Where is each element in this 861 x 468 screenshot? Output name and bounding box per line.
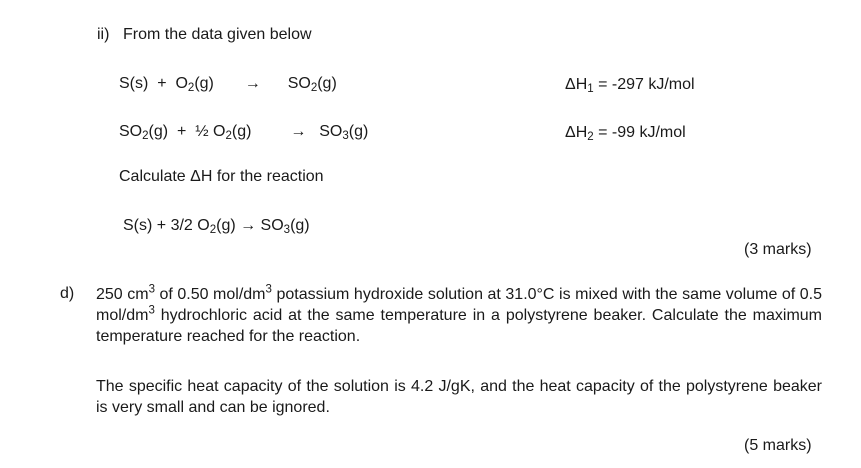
reaction-arrow-icon: → — [244, 75, 261, 92]
target-reaction: S(s) + 3/2 $O_2(g) \to SO_3(g)$ — [123, 217, 310, 236]
enthalpy-1: $\Delta H_1 = -297$ kJ/mol — [565, 76, 695, 95]
marks-d: (5 marks) — [744, 437, 812, 454]
question-label-d: d) — [60, 285, 75, 302]
question-d-text: 250 $cm^3$ of 0.50 mol/$dm^3$ potassium hydroxide solution at 31.0°C is mixed with the same volume of 0.5 mol/$dm^3$ hydrochloric acid at the same temperature in a polystyrene beaker. Calculate the maximum temperature reached for the reaction. — [96, 283, 822, 345]
calculate-instruction: Calculate ΔH for the reaction — [119, 168, 324, 185]
question-d-note: The specific heat capacity of the solution is 4.2 J/gK, and the heat capacity of the polystyrene beaker is very small and can be ignored. — [96, 378, 822, 416]
equation-2: $SO_2(g)$ + ½ $O_2(g) \to SO_3(g)$ — [119, 123, 369, 142]
enthalpy-2: $\Delta H_2 = -99$ kJ/mol — [565, 124, 686, 143]
question-intro: From the data given below — [123, 26, 312, 43]
marks-ii: (3 marks) — [744, 241, 812, 258]
equation-1: $S(s) + O_2(g) \to SO_2(g)$ — [119, 75, 337, 94]
reaction-arrow-icon: → — [290, 123, 307, 140]
question-label-ii: ii) — [97, 26, 110, 43]
